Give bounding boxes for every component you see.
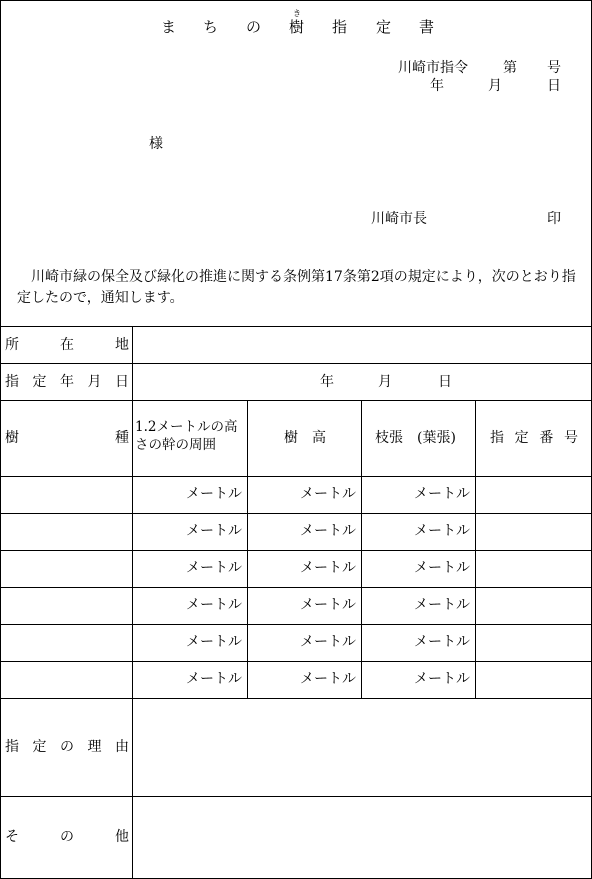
table-rule: [1, 326, 592, 327]
spread-unit: メートル: [414, 671, 470, 687]
height-unit: メートル: [300, 523, 356, 539]
height-unit: メートル: [300, 560, 356, 576]
title-char: ち: [203, 18, 219, 36]
table-rule: [1, 363, 592, 364]
height-header: 樹 高: [284, 430, 326, 446]
other-field[interactable]: [136, 801, 588, 875]
trunk-header-line1: 1.2メートルの高: [135, 419, 238, 435]
designation-date-day: 日: [438, 374, 452, 390]
trunk-unit: メートル: [186, 523, 242, 539]
notice-body: 川崎市緑の保全及び緑化の推進に関する条例第17条第2項の規定により，次のとおり指定したので，通知します。: [17, 269, 576, 306]
addressee-sama: 様: [149, 136, 163, 152]
title-char: 指: [332, 18, 348, 36]
order-number-go: 号: [547, 60, 561, 76]
table-rule: [1, 587, 592, 588]
spread-header: 枝張 (葉張): [375, 430, 456, 446]
table-rule: [1, 400, 592, 401]
date-year: 年: [430, 78, 444, 94]
table-col-rule: [247, 400, 248, 698]
table-rule: [1, 698, 592, 699]
title-char: の: [246, 18, 262, 36]
table-rule: [1, 476, 592, 477]
order-number-dai: 第: [503, 60, 517, 76]
title-ruby: き: [293, 9, 301, 18]
other-label: そ の 他: [5, 829, 129, 845]
species-header: 樹 種: [5, 430, 129, 446]
table-col-rule: [361, 400, 362, 698]
trunk-unit: メートル: [186, 597, 242, 613]
trunk-unit: メートル: [186, 671, 242, 687]
table-rule: [1, 513, 592, 514]
table-rule: [1, 796, 592, 797]
trunk-header-line2: さの幹の周囲: [135, 437, 216, 453]
designation-date-label: 指 定 年 月 日: [5, 374, 129, 390]
table-rule: [1, 661, 592, 662]
designation-date-year: 年: [320, 374, 334, 390]
trunk-unit: メートル: [186, 560, 242, 576]
number-header: 指 定 番 号: [490, 430, 578, 446]
designation-date-month: 月: [378, 374, 392, 390]
trunk-unit: メートル: [186, 486, 242, 502]
table-col-rule: [132, 326, 133, 879]
spread-unit: メートル: [414, 523, 470, 539]
height-unit: メートル: [300, 671, 356, 687]
reason-field[interactable]: [136, 703, 588, 791]
location-label: 所 在 地: [5, 337, 129, 353]
title-char: 樹: [289, 18, 305, 36]
table-rule: [1, 624, 592, 625]
order-number-prefix: 川崎市指令: [398, 60, 468, 76]
trunk-unit: メートル: [186, 634, 242, 650]
title-char: 定: [376, 18, 392, 36]
table-rule: [1, 550, 592, 551]
height-unit: メートル: [300, 486, 356, 502]
table-col-rule: [475, 400, 476, 698]
date-day: 日: [547, 78, 561, 94]
spread-unit: メートル: [414, 597, 470, 613]
reason-label: 指 定 の 理 由: [5, 739, 129, 755]
seal-mark: 印: [547, 211, 561, 227]
height-unit: メートル: [300, 597, 356, 613]
date-month: 月: [488, 78, 502, 94]
height-unit: メートル: [300, 634, 356, 650]
title-char: ま: [161, 18, 177, 36]
spread-unit: メートル: [414, 486, 470, 502]
location-field[interactable]: [136, 338, 588, 352]
spread-unit: メートル: [414, 560, 470, 576]
issuer: 川崎市長: [371, 211, 427, 227]
title-char: 書: [419, 18, 435, 36]
spread-unit: メートル: [414, 634, 470, 650]
